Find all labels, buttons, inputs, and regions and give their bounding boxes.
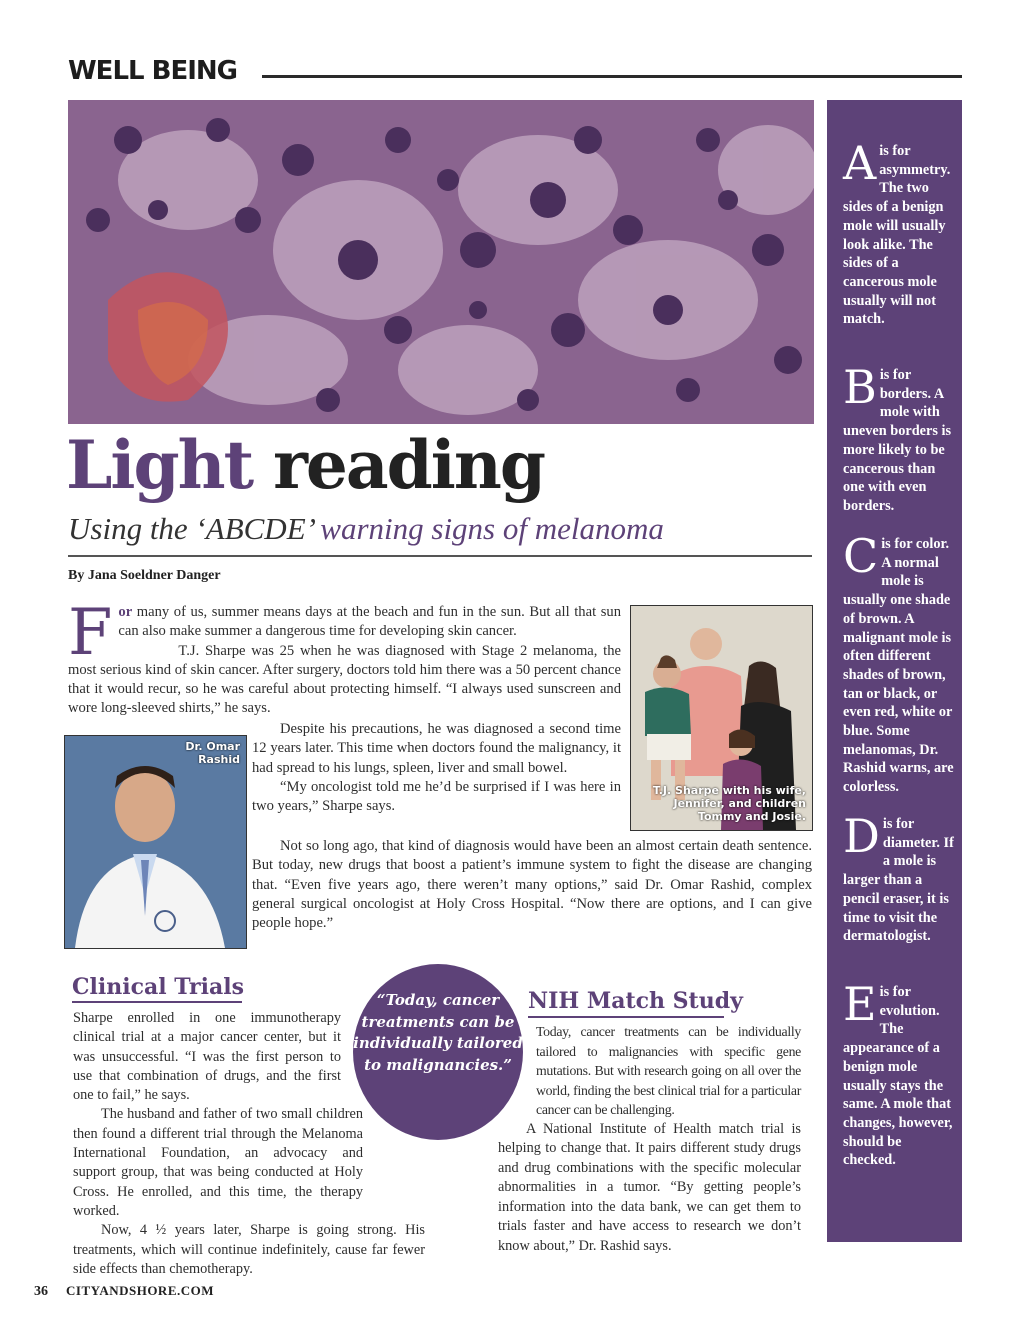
family-caption-line-1: T.J. Sharpe with his wife,: [652, 784, 806, 797]
sidebar-cap-c: C: [843, 529, 879, 583]
header-rule: [262, 75, 962, 78]
sidebar-cap-a: A: [843, 136, 877, 190]
nih-match-heading: NIH Match Study: [528, 988, 743, 1014]
sidebar-item-b: [843, 360, 955, 516]
hero-image-melanoma-cells: [68, 100, 814, 424]
sidebar-cap-e: E: [843, 977, 877, 1031]
leadin: or: [118, 604, 133, 620]
clinical-trials-rule: [72, 1001, 242, 1003]
sidebar-cap-d: D: [843, 809, 880, 863]
nih-paragraph-2: A National Institute of Health match trial is helping to change that. It pairs different study drugs and drug combinations with the specific molecular abnormalities in a tumor. “By getting people’s information into the data bank, we can get them to trials faster and have access to research we don’t know about,” Dr. Rashid says.: [498, 1120, 801, 1254]
sidebar-text-d: is for diameter. If a mole is larger than a pencil eraser, it is time to visit the dermatologist.: [843, 816, 954, 945]
clinical-paragraph-2: The husband and father of two small children then found a different trial through the Melanoma International Foundation, an advocacy and support group, that was being conducted at Holy Cross. He enrolled, and this time, the therapy worked.: [73, 1106, 363, 1219]
family-photo-caption: [653, 784, 806, 823]
sidebar-item-e: [843, 977, 955, 1170]
doctor-photo-caption: [185, 740, 240, 766]
middle-column: [252, 720, 621, 816]
deck-part-2: warning signs of melanoma: [312, 511, 664, 546]
section-title: WELL BEING: [68, 56, 237, 86]
deck-subtitle: [68, 511, 664, 547]
wide-column: [252, 837, 812, 933]
sidebar-text-b: is for borders. A mole with uneven borders is more likely to be cancerous than one with even borders.: [843, 367, 952, 514]
intro-paragraph-2: T.J. Sharpe was 25 when he was diagnosed with Stage 2 melanoma, the most serious kind of skin cancer. After surgery, doctors told him there was a 50 percent chance that it would recur, so he was careful about protecting himself. “I always used sunscreen and wore long-sleeved shirts,” he says.: [68, 642, 621, 717]
clinical-paragraph-1: Sharpe enrolled in one immunotherapy clinical trial at a major cancer center, but it was unsuccessful. “I was the first person to use that combination of drugs, and the first one to fail,” he says.: [73, 1010, 341, 1104]
clinical-trials-heading: Clinical Trials: [72, 974, 244, 1000]
nih-match-rule: [528, 1016, 724, 1018]
intro-p1-text: many of us, summer means days at the beach and fun in the sun. But all that sun can also make summer a dangerous time for developing skin cancer.: [118, 604, 621, 640]
page-number: 36: [34, 1284, 48, 1299]
doctor-photo: [64, 735, 247, 949]
site-url: CITYANDSHORE.COM: [66, 1283, 215, 1298]
nih-match-body: [448, 1022, 801, 1256]
paragraph-5: Not so long ago, that kind of diagnosis would have been an almost certain death sentence. But today, new drugs that boost a patient’s immune system to fight the disease are changing that. “Even five years ago, there weren’t many options,” said Dr. Omar Rashid, complex general surgical oncologist at Holy Cross Hospital. “Now there are options, and I can give people hope.”: [252, 838, 812, 932]
deck-part-1: Using the ‘ABCDE’: [68, 511, 313, 546]
paragraph-3: Despite his precautions, he was diagnosed a second time 12 years later. This time when doctors found the malignancy, it had spread to his lungs, spleen, liver and small bowel.: [252, 721, 621, 776]
dropcap: F: [68, 596, 113, 670]
sidebar-item-d: [843, 809, 955, 946]
paragraph-4: “My oncologist told me he’d be surprised if I was here in two years,” Sharpe says.: [252, 778, 621, 815]
doctor-caption-line-2: Rashid: [198, 753, 240, 766]
sidebar-item-a: [843, 136, 955, 329]
family-photo: [630, 605, 813, 831]
sidebar-text-e: is for evolution. The appearance of a benign mole usually stays the same. A mole that changes, however, should be checked.: [843, 984, 953, 1169]
family-caption-line-3: Tommy and Josie.: [697, 810, 806, 823]
headline: [66, 426, 544, 504]
doctor-caption-line-1: Dr. Omar: [185, 740, 240, 753]
byline: By Jana Soeldner Danger: [68, 568, 221, 583]
headline-word-reading: reading: [252, 426, 544, 504]
page-footer: [34, 1283, 214, 1300]
clinical-paragraph-3: Now, 4 ½ years later, Sharpe is going strong. His treatments, which will continue indefinitely, cause far fewer side effects than chemotherapy.: [73, 1222, 425, 1277]
deck-rule: [68, 555, 812, 557]
sidebar-cap-b: B: [843, 360, 877, 414]
headline-word-light: Light: [66, 426, 253, 504]
sidebar-text-a: is for asymmetry. The two sides of a benign mole will usually look alike. The sides of a cancerous mole usually will not match.: [843, 143, 951, 328]
intro-text: [68, 596, 621, 719]
pullquote: “Today, cancer treatments can be individually tailored to malignancies.”: [353, 991, 523, 1074]
nih-paragraph-1: Today, cancer treatments can be individually tailored to malignancies with specific gene mutations. But with research going on all over the world, finding the best clinical trial for a particular cancer can be challenging.: [536, 1024, 801, 1117]
sidebar-item-c: [843, 529, 955, 797]
sidebar-text-c: is for color. A normal mole is usually one shade of brown. A malignant mole is often different shades of brown, tan or black, or even red, white or blue. Some melanomas, Dr. Rashid warns, are colorless.: [843, 536, 954, 796]
intro-paragraph-1: [68, 596, 621, 670]
family-caption-line-2: Jennifer, and children: [673, 797, 806, 810]
